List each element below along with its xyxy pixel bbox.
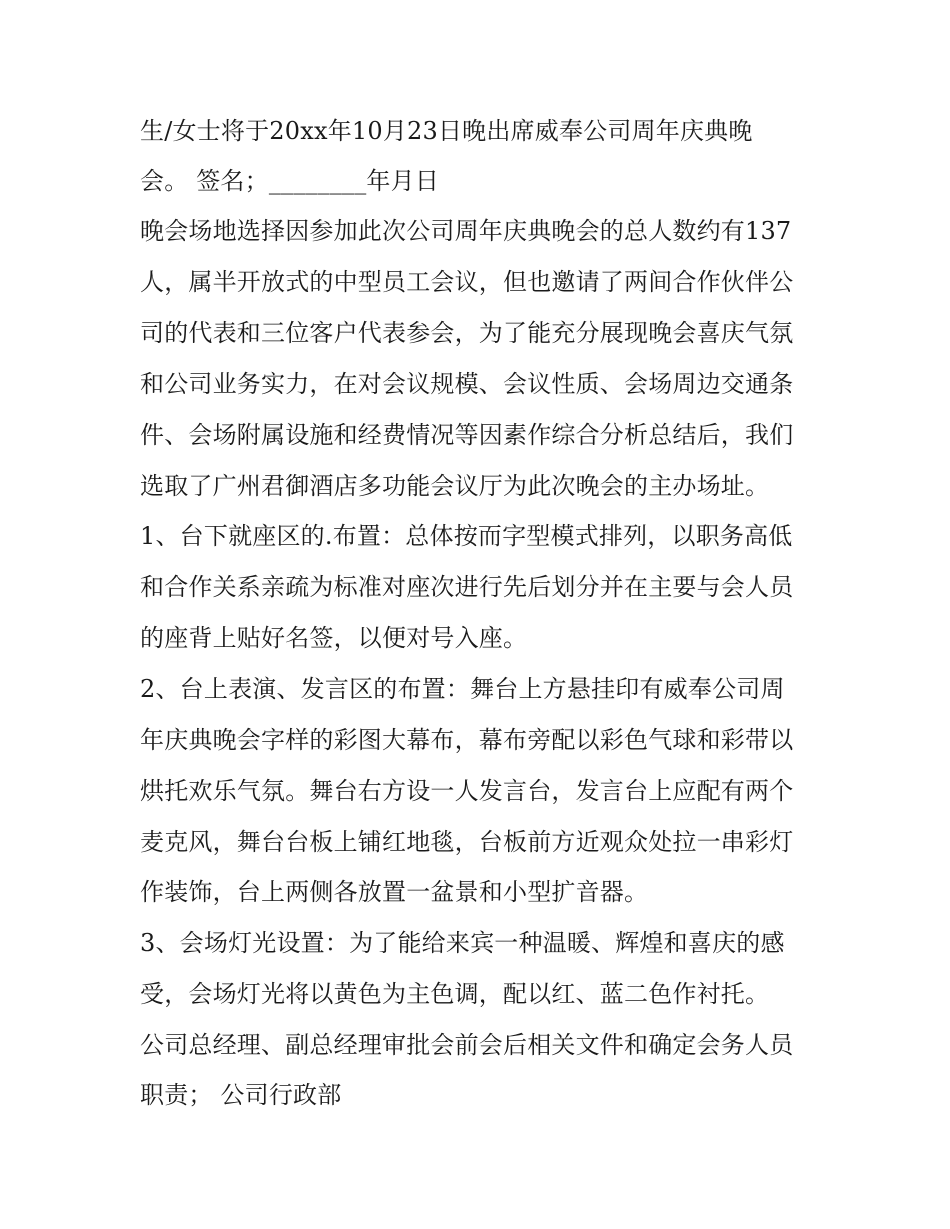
text-line: 烘托欢乐气氛。舞台右方设一人发言台，发言台上应配有两个 [140,777,794,805]
text-line: 受，会场灯光将以黄色为主色调，配以红、蓝二色作衬托。 [140,980,770,1008]
text-line: 晚会场地选择因参加此次公司周年庆典晚会的总人数约有137 [140,217,792,245]
text-line: 1、台下就座区的.布置：总体按而字型模式排列，以职务高低 [140,522,793,550]
text-line: 的座背上贴好名签，以便对号入座。 [140,624,528,652]
text-line: 人，属半开放式的中型员工会议，但也邀请了两间合作伙伴公 [140,268,794,296]
text-line: 年庆典晚会字样的彩图大幕布，幕布旁配以彩色气球和彩带以 [140,726,794,754]
text-line: 公司总经理、副总经理审批会前会后相关文件和确定会务人员 [140,1031,794,1059]
text-line: 职责； 公司行政部 [140,1081,342,1109]
text-line: 作装饰，台上两侧各放置一盆景和小型扩音器。 [140,878,649,906]
text-line: 和公司业务实力，在对会议规模、会议性质、会场周边交通条 [140,370,794,398]
text-line: 件、会场附属设施和经费情况等因素作综合分析总结后，我们 [140,421,794,449]
text-line: 选取了广州君御酒店多功能会议厅为此次晚会的主办场址。 [140,472,770,500]
text-line: 2、台上表演、发言区的布置：舞台上方悬挂印有威奉公司周 [140,675,785,703]
text-line: 麦克风，舞台台板上铺红地毯，台板前方近观众处拉一串彩灯 [140,828,794,856]
text-line: 3、会场灯光设置：为了能给来宾一种温暖、辉煌和喜庆的感 [140,929,785,957]
text-line: 司的代表和三位客户代表参会，为了能充分展现晚会喜庆气氛 [140,319,794,347]
text-line: 和合作关系亲疏为标准对座次进行先后划分并在主要与会人员 [140,573,794,601]
text-line: 会。 签名；________年月日 [140,167,440,195]
text-line: 生/女士将于20xx年10月23日晚出席威奉公司周年庆典晚 [140,117,753,145]
